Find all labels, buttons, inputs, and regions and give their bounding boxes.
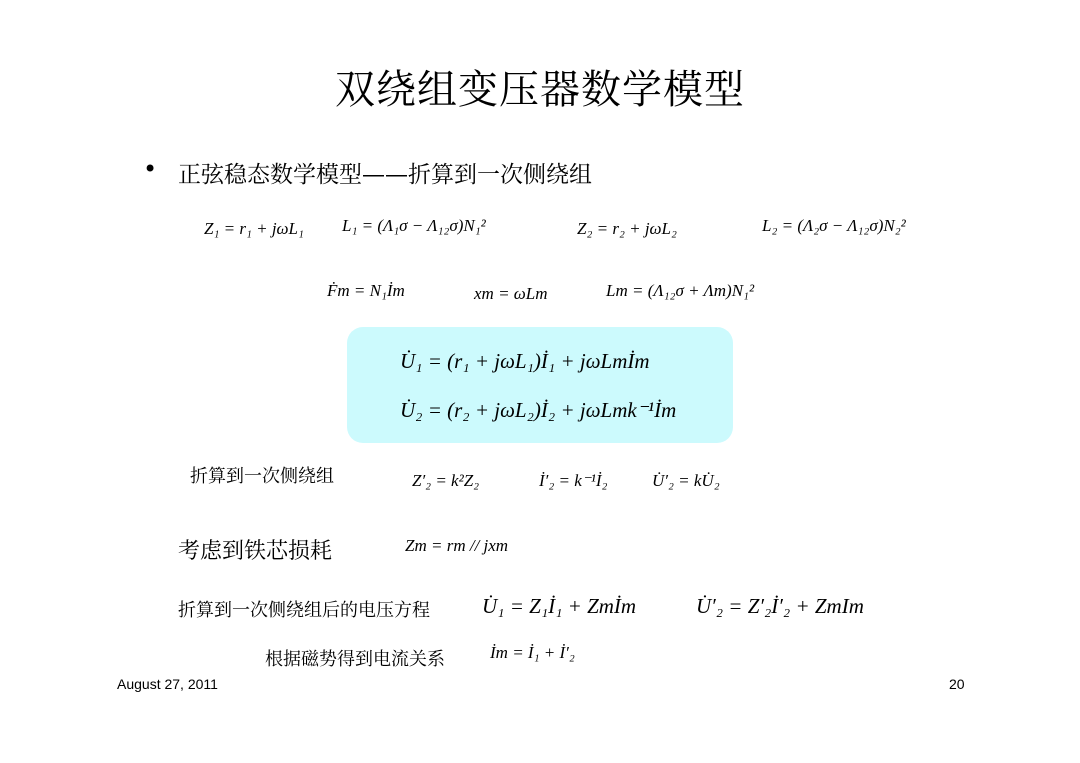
bullet-text: 正弦稳态数学模型——折算到一次侧绕组 [178,162,592,188]
footer-page-number: 20 [949,676,965,692]
equation-l2: L₂ = (Λ₂σ − Λ₁₂σ)N₂² [762,216,906,235]
equation-z2-prime: Z′₂ = k²Z₂ [412,471,480,490]
equation-lm: Lm = (Λ₁₂σ + Λm)N₁² [606,281,755,300]
equation-u1: U̇₁ = (r₁ + jωL₁)İ₁ + jωLmİm [400,349,650,373]
iron-loss-label: 考虑到铁芯损耗 [178,539,333,564]
equation-u2-prime: U̇′₂ = kU̇₂ [652,471,720,490]
equation-u1-referred: U̇₁ = Z₁İ₁ + Zmİm [482,594,637,618]
equation-box [347,327,733,443]
refer-label: 折算到一次侧绕组 [190,466,334,487]
bullet-icon: • [143,155,158,183]
slide-title: 双绕组变压器数学模型 [335,67,745,113]
equation-u2: U̇₂ = (r₂ + jωL₂)İ₂ + jωLmk⁻¹İm [400,398,677,422]
footer-date: August 27, 2011 [117,676,218,692]
voltage-label: 折算到一次侧绕组后的电压方程 [178,600,430,621]
equation-zm: Zm = rm // jxm [405,536,509,555]
equation-i2-prime: İ′₂ = k⁻¹İ₂ [539,471,608,490]
equation-l1: L₁ = (Λ₁σ − Λ₁₂σ)N₁² [342,216,486,235]
equation-z1: Z₁ = r₁ + jωL₁ [204,219,304,238]
equation-xm: xm = ωLm [474,284,548,303]
current-label: 根据磁势得到电流关系 [265,649,445,670]
equation-im: İm = İ₁ + İ′₂ [490,643,575,662]
equation-u2-referred: U̇′₂ = Z′₂İ′₂ + ZmIm [696,594,864,618]
equation-z2: Z₂ = r₂ + jωL₂ [577,219,677,238]
equation-fm: Ḟm = N₁İm [327,281,405,300]
